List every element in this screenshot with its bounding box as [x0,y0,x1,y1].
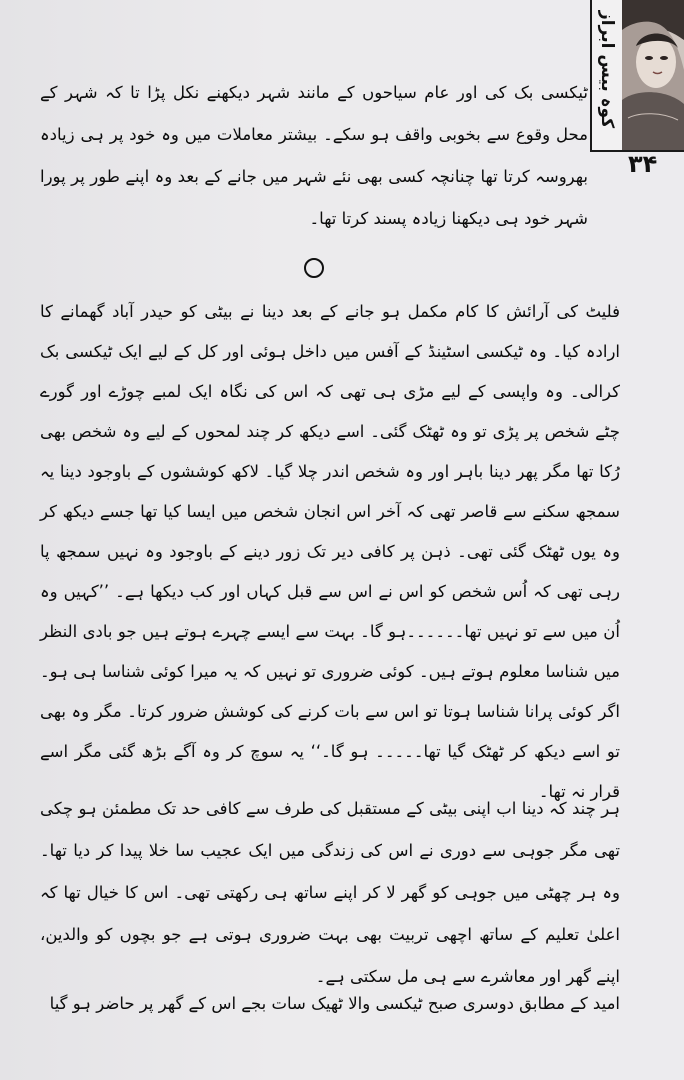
cover-spine [592,0,624,150]
paragraph-2: فلیٹ کی آرائش کا کام مکمل ہو جانے کے بعد دینا نے بیٹی کو حیدر آباد گھمانے کا ارادہ کیا۔ وہ ٹیکسی اسٹینڈ کے آفس میں داخل ہوئی اور کل کے لیے ایک ٹیکسی بک کرالی۔ وہ واپسی کے لیے مڑی ہی تھی کہ اس کی نگاہ ایک لمبے چوڑے اور گورے چٹے شخص پر پڑی تو وہ ٹھٹک گئی۔ اسے دیکھ کر چند لمحوں کے لیے وہ شخص بھی رُکا تھا مگر پھر دینا باہر اور وہ شخص اندر چلا گیا۔ لاکھ کوششوں کے باوجود دینا یہ سمجھ سکنے سے قاصر تھی کہ آخر اس انجان شخص میں ایسا کیا تھا جسے دیکھ کر وہ یوں ٹھٹک گئی تھی۔ ذہن پر کافی دیر تک زور دینے کے باوجود وہ نہیں سمجھ پا رہی تھی کہ اُس شخص کو اس نے اس سے قبل کہاں اور کب دیکھا ہے۔ ’’کہیں وہ اُن میں سے تو نہیں تھا۔۔۔۔۔۔ہو گا۔ بہت سے ایسے چہرے ہوتے ہیں جو بادی النظر میں شناسا معلوم ہوتے ہیں۔ کوئی ضروری تو نہیں کہ یہ میرا کوئی شناسا ہی ہو۔ اگر کوئی پرانا شناسا ہوتا تو اس سے بات کرنے کی کوشش ضرور کرتا۔ مگر وہ بھی تو اسے دیکھ کر ٹھٹک گیا تھا۔۔۔۔۔ ہو گا۔‘‘ یہ سوچ کر وہ آگے بڑھ گئی مگر اسے قرار نہ تھا۔ [40,302,620,801]
paragraph-1: ٹیکسی بک کی اور عام سیاحوں کے مانند شہر دیکھنے نکل پڑا تا کہ شہر کے محل وقوع سے بخوبی واقف ہو سکے۔ بیشتر معاملات میں وہ خود پر ہی زیادہ بھروسہ کرتا تھا چنانچہ کسی بھی نئے شہر میں جانے کے بعد وہ اپنے طور پر پورا شہر خود ہی دیکھنا زیادہ پسند کرتا تھا۔ [40,83,588,228]
circle-ornament-icon [303,257,325,279]
paragraph-4: امید کے مطابق دوسری صبح ٹیکسی والا ٹھیک سات بجے اس کے گھر پر حاضر ہو گیا [49,994,620,1013]
cover-spine-title: کوہ بیس ابراز [597,10,617,129]
cover-thumbnail [590,0,684,152]
page-number: ۳۴ [628,150,658,178]
paragraph-3: ہر چند کہ دینا اب اپنی بیٹی کے مستقبل کی طرف سے کافی حد تک مطمئن ہو چکی تھی مگر جوہی سے دوری نے اس کی زندگی میں ایک عجیب سا خلا پیدا کر دیا تھا۔ وہ ہر چھٹی میں جوہی کو گھر لا کر اپنے ساتھ ہی رکھتی تھی۔ اس کا خیال تھا کہ اعلیٰ تعلیم کے ساتھ اچھی تربیت بھی بہت ضروری ہوتی ہے جو بچوں کو والدین، اپنے گھر اور معاشرے سے ہی مل سکتی ہے۔ [40,799,620,986]
cover-portrait-image [622,0,684,150]
